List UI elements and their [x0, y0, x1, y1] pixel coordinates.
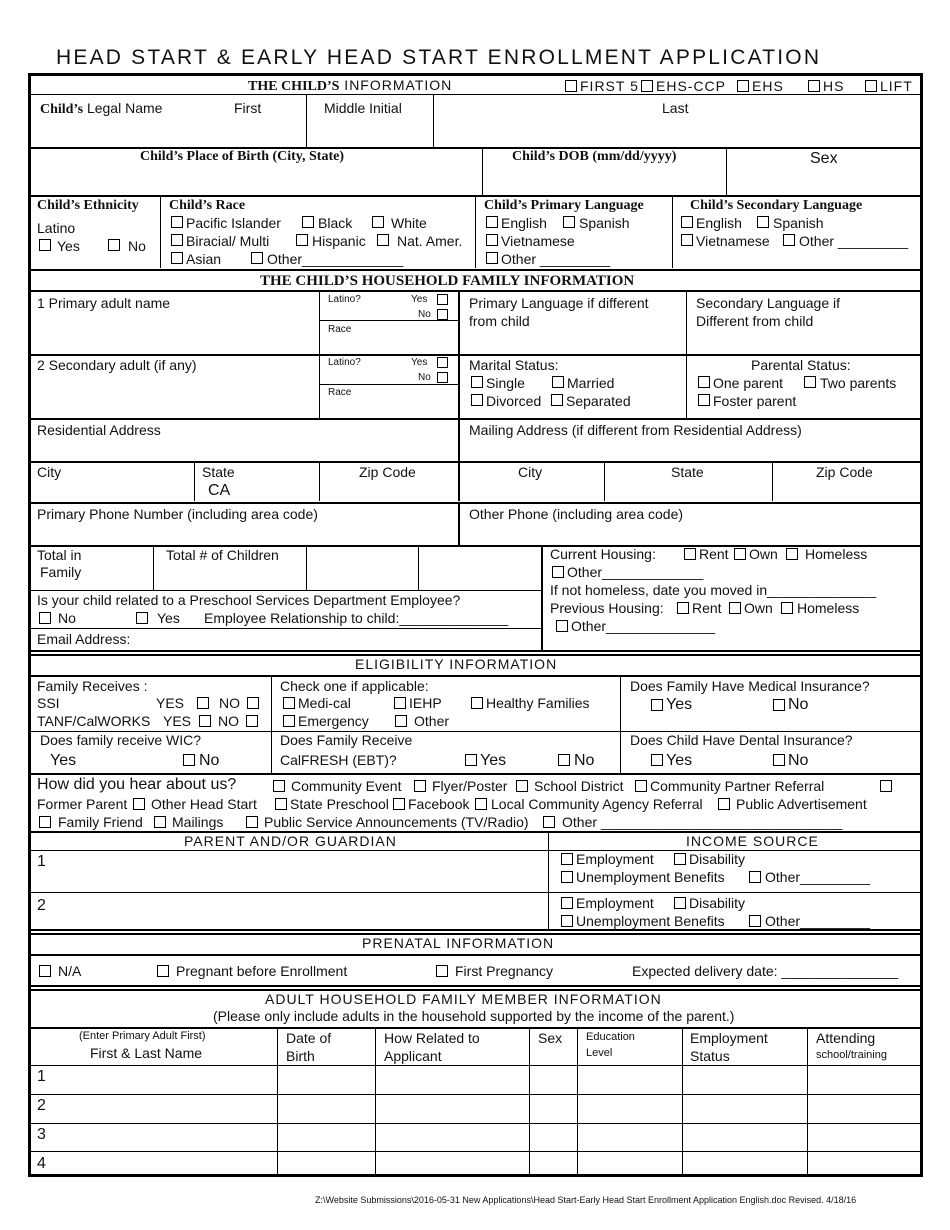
wic-yes-label: Yes [50, 752, 77, 769]
last-name-label: Last [662, 100, 689, 116]
move-in-date-label: If not homeless, date you moved in______________ [550, 582, 877, 598]
income-1-unemployment-label: Unemployment Benefits [576, 869, 725, 885]
page-title: HEAD START & EARLY HEAD START ENROLLMENT APPLICATION [56, 46, 822, 69]
adult-3-name-field[interactable] [52, 1125, 274, 1149]
secondary-adult-race-label: Race [328, 387, 352, 398]
col-education-line1: Education [586, 1031, 635, 1043]
ssi-no-label: NO [219, 695, 240, 711]
parental-status-label: Parental Status: [751, 357, 851, 373]
other-eligibility-label: Other [414, 713, 450, 729]
col-relationship-line2: Applicant [384, 1048, 442, 1064]
birthplace-label: Child’s Place of Birth (City, State) [140, 149, 345, 164]
first-pregnancy-checkbox[interactable] [436, 965, 448, 977]
parental-two-parents-label: Two parents [820, 375, 897, 391]
race-opt-white: White [391, 215, 427, 231]
secondary-adult-latino-label: Latino? [328, 357, 361, 368]
guardian-section-header: PARENT AND/OR GUARDIAN [184, 833, 397, 849]
income-1-other-label: Other_________ [765, 869, 871, 885]
emergency-checkbox[interactable] [283, 715, 295, 727]
total-children-label: Total # of Children [166, 547, 279, 563]
primary-phone-label: Primary Phone Number (including area code) [37, 506, 318, 522]
dental-no-label: No [788, 752, 809, 769]
current-housing-rent-label: Rent [699, 546, 729, 562]
hear-mailings-checkbox[interactable] [154, 816, 166, 828]
mailing-state-label: State [671, 464, 704, 480]
prenatal-section-header: PRENATAL INFORMATION [362, 935, 555, 951]
income-2-employment-checkbox[interactable] [561, 897, 573, 909]
adult-row-number: 3 [37, 1126, 46, 1143]
income-1-employment-label: Employment [576, 851, 654, 867]
hear-community-partner-checkbox[interactable] [635, 780, 647, 792]
other-phone-label: Other Phone (including area code) [469, 506, 684, 522]
wic-no-label: No [199, 752, 220, 769]
other-eligibility-checkbox[interactable] [395, 715, 407, 727]
wic-question: Does family receive WIC? [40, 732, 202, 748]
income-2-unemployment-label: Unemployment Benefits [576, 913, 725, 929]
col-relationship-line1: How Related to [384, 1030, 480, 1046]
hear-flyer-checkbox[interactable] [414, 780, 426, 792]
hear-school-district-label: School District [534, 778, 624, 794]
total-family-line1: Total in [37, 547, 82, 563]
col-employment-line2: Status [690, 1048, 730, 1064]
current-housing-own-label: Own [749, 546, 778, 562]
secondary-adult-label: 2 Secondary adult (if any) [37, 357, 197, 373]
col-dob-line2: Birth [286, 1048, 315, 1064]
healthy-families-label: Healthy Families [486, 695, 590, 711]
residential-address-field[interactable] [36, 440, 454, 460]
hear-state-preschool-label: State Preschool [290, 796, 389, 812]
guardian-2-field[interactable] [56, 896, 542, 928]
previous-housing-own-label: Own [744, 600, 773, 616]
medical-yes-label: Yes [666, 696, 693, 713]
previous-housing-other-checkbox[interactable] [556, 620, 568, 632]
col-attending-line1: Attending [816, 1030, 876, 1046]
child-primary-spanish-checkbox[interactable] [563, 216, 575, 228]
medical-no-checkbox[interactable] [773, 699, 785, 711]
hear-former-parent-label: Former Parent [37, 796, 128, 812]
primary-adult-latino-no-checkbox[interactable] [437, 309, 448, 320]
marital-married-label: Married [567, 375, 615, 391]
income-2-disability-label: Disability [689, 895, 746, 911]
previous-housing-label: Previous Housing: [550, 600, 664, 616]
race-pacific-islander-checkbox[interactable] [171, 216, 183, 228]
race-nat-amer-checkbox[interactable] [377, 234, 389, 246]
current-housing-other-checkbox[interactable] [552, 566, 564, 578]
medical-yes-checkbox[interactable] [651, 699, 663, 711]
race-other-checkbox[interactable] [251, 252, 263, 264]
hh-secondary-language-line2: Different from child [696, 313, 814, 329]
adult-1-name-field[interactable] [52, 1067, 274, 1093]
pregnant-before-enrollment-checkbox[interactable] [157, 965, 169, 977]
hear-facebook-label: Facebook [408, 796, 470, 812]
child-secondary-english-checkbox[interactable] [681, 216, 693, 228]
hh-secondary-language-line1: Secondary Language if [696, 295, 840, 311]
child-primary-other-label: Other _________ [501, 251, 610, 267]
dental-yes-label: Yes [666, 752, 693, 769]
income-2-employment-label: Employment [576, 895, 654, 911]
parental-one-parent-checkbox[interactable] [698, 376, 710, 388]
medical-no-label: No [788, 696, 809, 713]
hear-school-district-checkbox[interactable] [516, 780, 528, 792]
calfresh-subquestion: CalFRESH (EBT)? [280, 752, 397, 768]
adult-2-name-field[interactable] [52, 1096, 274, 1122]
birthplace-field[interactable] [36, 168, 476, 192]
col-employment-line1: Employment [690, 1030, 768, 1046]
expected-delivery-label: Expected delivery date: _______________ [632, 963, 899, 979]
calfresh-no-label: No [574, 752, 595, 769]
program-label-ehs: EHS [752, 78, 784, 94]
current-housing-own-checkbox[interactable] [734, 548, 746, 560]
mailing-zip-label: Zip Code [816, 464, 873, 480]
race-hispanic-checkbox[interactable] [296, 234, 308, 246]
current-housing-rent-checkbox[interactable] [684, 548, 696, 560]
ssi-label: SSI [37, 695, 60, 711]
ehs-ccp-checkbox[interactable] [641, 80, 653, 92]
adult-row-number: 4 [37, 1155, 46, 1172]
primary-language-label: Child’s Primary Language [484, 198, 644, 213]
dental-insurance-question: Does Child Have Dental Insurance? [630, 732, 853, 748]
income-2-unemployment-checkbox[interactable] [561, 915, 573, 927]
parental-foster-parent-checkbox[interactable] [698, 394, 710, 406]
parental-foster-parent-label: Foster parent [713, 393, 797, 409]
hh-primary-language-line1: Primary Language if different [469, 295, 649, 311]
adults-section-header: ADULT HOUSEHOLD FAMILY MEMBER INFORMATION [265, 991, 662, 1007]
parental-one-parent-label: One parent [713, 375, 784, 391]
parental-two-parents-checkbox[interactable] [804, 376, 816, 388]
marital-separated-checkbox[interactable] [551, 394, 563, 406]
hear-public-ad-label: Public Advertisement [736, 796, 867, 812]
related-yes-label: Yes [157, 610, 180, 626]
check-one-label: Check one if applicable: [280, 678, 429, 694]
hs-checkbox[interactable] [808, 80, 820, 92]
hear-public-ad-checkbox[interactable] [718, 798, 730, 810]
previous-housing-homeless-label: Homeless [797, 600, 860, 616]
program-label-hs: HS [823, 78, 845, 94]
hear-other-checkbox[interactable] [543, 816, 555, 828]
footer-file-path: Z:\Website Submissions\2016-05-31 New Applications\Head Start-Early Head Start Enrollment Application English.doc Revised. 4/18/16 [315, 1195, 857, 1205]
guardian-row-number: 1 [37, 853, 46, 870]
medi-cal-label: Medi-cal [298, 695, 351, 711]
child-section-header: THE CHILD’S INFORMATION [248, 77, 453, 94]
lift-checkbox[interactable] [865, 80, 877, 92]
related-employee-question: Is your child related to a Preschool Services Department Employee? [37, 592, 461, 608]
marital-divorced-checkbox[interactable] [471, 394, 483, 406]
col-sex: Sex [538, 1030, 563, 1046]
primary-adult-name-field[interactable] [36, 314, 314, 352]
healthy-families-checkbox[interactable] [471, 697, 483, 709]
income-2-disability-checkbox[interactable] [674, 897, 686, 909]
race-asian-checkbox[interactable] [171, 252, 183, 264]
tanf-yes-checkbox[interactable] [199, 715, 211, 727]
mailing-address-label: Mailing Address (if different from Residential Address) [469, 422, 802, 438]
ethnicity-yes-checkbox[interactable] [39, 239, 51, 251]
primary-adult-label: 1 Primary adult name [37, 295, 171, 311]
medi-cal-checkbox[interactable] [283, 697, 295, 709]
income-2-other-label: Other_________ [765, 913, 871, 929]
ethnicity-no-label: No [128, 238, 146, 254]
hh-primary-language-line2: from child [469, 313, 530, 329]
hear-other-head-start-label: Other Head Start [151, 796, 257, 812]
other-phone-field[interactable] [466, 524, 916, 542]
primary-adult-race-label: Race [328, 324, 352, 335]
tanf-no-checkbox[interactable] [246, 715, 258, 727]
primary-adult-no-label: No [418, 309, 431, 320]
hear-local-agency-label: Local Community Agency Referral [491, 796, 703, 812]
current-housing-homeless-label: Homeless [805, 546, 868, 562]
hear-community-partner-label: Community Partner Referral [650, 778, 825, 794]
program-label-lift: LIFT [880, 78, 913, 94]
child-first-name-field[interactable] [40, 118, 302, 144]
marital-married-checkbox[interactable] [552, 376, 564, 388]
previous-housing-rent-label: Rent [692, 600, 722, 616]
iehp-checkbox[interactable] [394, 697, 406, 709]
hear-former-parent-checkbox[interactable] [880, 780, 892, 792]
hear-about-us-question: How did you hear about us? [37, 776, 237, 793]
child-legal-name-label: Child’s Legal Name [40, 100, 163, 117]
family-receives-label: Family Receives : [37, 678, 148, 694]
secondary-adult-latino-yes-checkbox[interactable] [437, 357, 448, 368]
income-1-disability-checkbox[interactable] [674, 853, 686, 865]
tanf-yes-label: YES [163, 713, 192, 729]
ethnicity-yes-label: Yes [57, 238, 80, 254]
latino-label: Latino [37, 220, 76, 236]
marital-divorced-label: Divorced [486, 393, 542, 409]
col-attending-line2: school/training [816, 1049, 887, 1061]
calfresh-yes-checkbox[interactable] [465, 754, 477, 766]
ethnicity-label: Child’s Ethnicity [37, 198, 139, 213]
medical-insurance-question: Does Family Have Medical Insurance? [630, 678, 870, 694]
ssi-yes-label: YES [156, 695, 185, 711]
current-housing-homeless-checkbox[interactable] [786, 548, 798, 560]
income-1-employment-checkbox[interactable] [561, 853, 573, 865]
race-white-checkbox[interactable] [372, 216, 384, 228]
child-primary-other-checkbox[interactable] [486, 252, 498, 264]
current-housing-label: Current Housing: [550, 546, 656, 562]
adults-section-subheader: (Please only include adults in the household supported by the income of the parent.) [213, 1008, 735, 1024]
adult-4-name-field[interactable] [52, 1153, 274, 1175]
col-name: First & Last Name [90, 1045, 203, 1061]
ssi-no-checkbox[interactable] [247, 697, 259, 709]
race-label: Child’s Race [169, 198, 246, 213]
hear-community-event-label: Community Event [291, 778, 402, 794]
previous-housing-homeless-checkbox[interactable] [781, 602, 793, 614]
hear-psa-label: Public Service Announcements (TV/Radio) [264, 814, 529, 830]
race-opt-biracial: Biracial/ Multi [186, 233, 270, 249]
income-1-disability-label: Disability [689, 851, 746, 867]
current-housing-other-label: Other_____________ [567, 564, 704, 580]
secondary-adult-latino-no-checkbox[interactable] [437, 372, 448, 383]
emergency-label: Emergency [298, 713, 369, 729]
email-field[interactable] [142, 630, 536, 648]
hear-mailings-label: Mailings [172, 814, 224, 830]
primary-adult-yes-label: Yes [411, 294, 428, 305]
hear-family-friend-label: Family Friend [58, 814, 143, 830]
middle-initial-label: Middle Initial [324, 100, 402, 116]
primary-phone-field[interactable] [36, 524, 454, 542]
sex-field[interactable] [732, 170, 917, 192]
child-last-name-field[interactable] [437, 118, 917, 144]
marital-status-label: Marital Status: [469, 357, 559, 373]
child-primary-spanish-label: Spanish [579, 215, 630, 231]
previous-housing-own-checkbox[interactable] [729, 602, 741, 614]
dental-no-checkbox[interactable] [773, 754, 785, 766]
race-opt-nat-amer: Nat. Amer. [397, 233, 463, 249]
total-family-line2: Family [40, 564, 82, 580]
household-section-header: THE CHILD’S HOUSEHOLD FAMILY INFORMATION [260, 273, 635, 289]
col-education-line2: Level [586, 1047, 613, 1059]
child-primary-english-label: English [501, 215, 547, 231]
residential-state-label: State [202, 464, 235, 480]
email-label: Email Address: [37, 631, 131, 647]
secondary-adult-no-label: No [418, 372, 431, 383]
dental-yes-checkbox[interactable] [651, 754, 663, 766]
mailing-city-label: City [518, 464, 543, 480]
guardian-1-field[interactable] [56, 853, 542, 889]
child-secondary-vietnamese-label: Vietnamese [696, 233, 770, 249]
secondary-adult-yes-label: Yes [411, 357, 428, 368]
hear-psa-checkbox[interactable] [246, 816, 258, 828]
child-secondary-vietnamese-checkbox[interactable] [681, 234, 693, 246]
ethnicity-no-checkbox[interactable] [108, 239, 120, 251]
marital-separated-label: Separated [566, 393, 631, 409]
col-dob-line1: Date of [286, 1030, 332, 1046]
residential-zip-label: Zip Code [359, 464, 416, 480]
program-label-ehs-ccp: EHS-CCP [656, 78, 727, 94]
calfresh-question: Does Family Receive [280, 732, 413, 748]
hear-community-event-checkbox[interactable] [273, 780, 285, 792]
residential-state-value[interactable]: CA [208, 482, 231, 499]
race-biracial-checkbox[interactable] [171, 234, 183, 246]
wic-yes-checkbox[interactable] [183, 754, 195, 766]
related-no-label: No [58, 610, 76, 626]
sex-label: Sex [810, 150, 838, 167]
hear-flyer-label: Flyer/Poster [432, 778, 508, 794]
prenatal-na-checkbox[interactable] [39, 965, 51, 977]
child-secondary-spanish-label: Spanish [773, 215, 824, 231]
tanf-no-label: NO [218, 713, 239, 729]
marital-single-label: Single [486, 375, 525, 391]
dob-label: Child’s DOB (mm/dd/yyyy) [512, 149, 677, 164]
marital-single-checkbox[interactable] [471, 376, 483, 388]
income-section-header: INCOME SOURCE [686, 833, 819, 849]
mailing-address-field[interactable] [466, 440, 916, 460]
eligibility-section-header: ELIGIBILITY INFORMATION [355, 656, 558, 672]
race-opt-pacific-islander: Pacific Islander [186, 215, 281, 231]
secondary-language-label: Child’s Secondary Language [690, 198, 863, 213]
child-secondary-other-checkbox[interactable] [783, 234, 795, 246]
race-black-checkbox[interactable] [302, 216, 314, 228]
hear-facebook-checkbox[interactable] [393, 798, 405, 810]
col-note: (Enter Primary Adult First) [79, 1030, 206, 1042]
race-opt-black: Black [318, 215, 353, 231]
race-opt-other: Other_____________ [267, 251, 404, 267]
hear-other-label: Other _______________________________ [562, 814, 843, 830]
previous-housing-rent-checkbox[interactable] [677, 602, 689, 614]
residential-address-label: Residential Address [37, 422, 161, 438]
income-1-unemployment-checkbox[interactable] [561, 871, 573, 883]
ssi-yes-checkbox[interactable] [197, 697, 209, 709]
dob-field[interactable] [488, 168, 720, 192]
income-1-other-checkbox[interactable] [749, 871, 761, 883]
race-opt-hispanic: Hispanic [312, 233, 366, 249]
income-2-other-checkbox[interactable] [749, 915, 761, 927]
race-opt-asian: Asian [186, 251, 222, 267]
adult-row-number: 1 [37, 1068, 46, 1085]
iehp-label: IEHP [409, 695, 442, 711]
guardian-row-number: 2 [37, 897, 46, 914]
first-pregnancy-label: First Pregnancy [455, 963, 554, 979]
prenatal-na-label: N/A [58, 963, 82, 979]
child-primary-vietnamese-label: Vietnamese [501, 233, 575, 249]
secondary-adult-name-field[interactable] [36, 376, 314, 414]
primary-adult-latino-label: Latino? [328, 294, 361, 305]
related-no-checkbox[interactable] [39, 612, 51, 624]
child-primary-vietnamese-checkbox[interactable] [486, 234, 498, 246]
pregnant-before-enrollment-label: Pregnant before Enrollment [176, 963, 348, 979]
hear-other-head-start-checkbox[interactable] [133, 798, 145, 810]
first-name-label: First [234, 100, 262, 116]
adult-row-number: 2 [37, 1097, 46, 1114]
hear-local-agency-checkbox[interactable] [475, 798, 487, 810]
tanf-label: TANF/CalWORKS [37, 713, 151, 729]
calfresh-no-checkbox[interactable] [558, 754, 570, 766]
primary-adult-latino-yes-checkbox[interactable] [437, 294, 448, 305]
child-secondary-other-label: Other _________ [799, 233, 908, 249]
first5-checkbox[interactable] [565, 80, 577, 92]
employee-relationship-label: Employee Relationship to child:______________ [204, 610, 509, 626]
related-yes-checkbox[interactable] [136, 612, 148, 624]
child-secondary-spanish-checkbox[interactable] [757, 216, 769, 228]
residential-city-label: City [37, 464, 62, 480]
child-secondary-english-label: English [696, 215, 742, 231]
child-middle-initial-field[interactable] [310, 118, 428, 144]
previous-housing-other-label: Other______________ [571, 618, 716, 634]
program-label-first5: FIRST 5 [580, 78, 639, 94]
hear-state-preschool-checkbox[interactable] [275, 798, 287, 810]
hear-family-friend-checkbox[interactable] [39, 816, 51, 828]
ehs-checkbox[interactable] [737, 80, 749, 92]
calfresh-yes-label: Yes [480, 752, 507, 769]
child-primary-english-checkbox[interactable] [486, 216, 498, 228]
